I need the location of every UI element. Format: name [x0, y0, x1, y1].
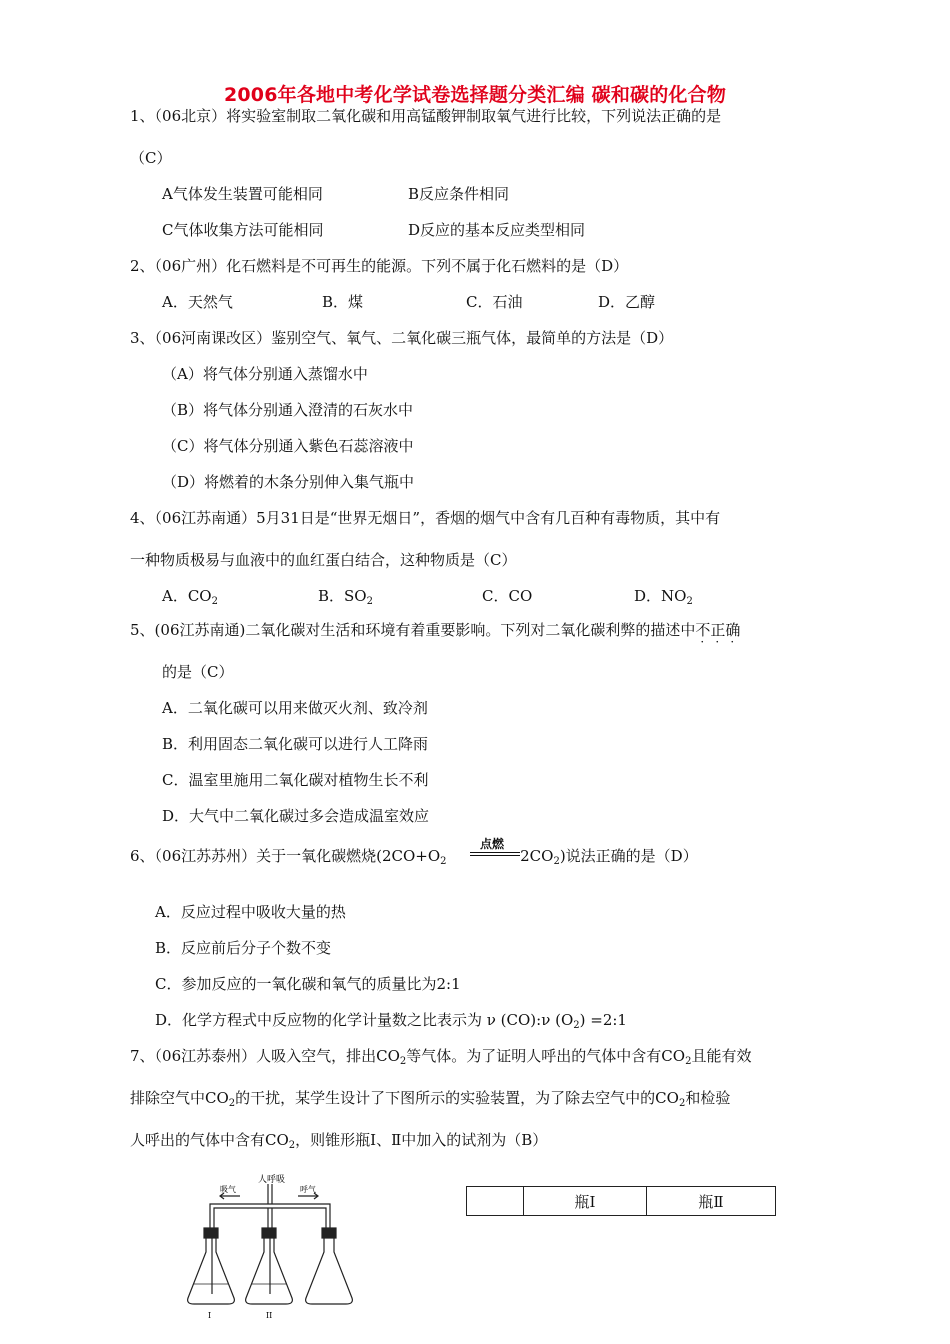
q3-stem: 3、（06河南课改区）鉴别空气、氧气、二氧化碳三瓶气体，最简单的方法是（D） — [130, 329, 674, 347]
label-exhale: 呼气 — [300, 1185, 316, 1194]
emphasis-dot: · — [700, 635, 705, 649]
q7-l2-mid: 的干扰，某学生设计了下图所示的实验装置，为了除去空气中的CO — [235, 1089, 679, 1107]
flask-apparatus-diagram — [180, 1170, 380, 1330]
q7-line-2 — [130, 1088, 730, 1108]
q5-option-a: A．二氧化碳可以用来做灭火剂、致冷剂 — [162, 699, 428, 717]
subscript: 2 — [440, 856, 447, 867]
q5-stem-text: 5、(06江苏南通)二氧化碳对生活和环境有着重要影响。下列对二氧化碳利弊的描述中 — [130, 621, 696, 639]
q6-option-d — [155, 1010, 627, 1030]
q6-option-c: C．参加反应的一氧化碳和氧气的质量比为2:1 — [155, 975, 461, 993]
reaction-condition — [470, 835, 520, 865]
q4-option-a — [162, 586, 218, 606]
label-inhale: 吸气 — [220, 1185, 236, 1194]
q3-option-a: （A）将气体分别通入蒸馏水中 — [162, 365, 368, 383]
q5-stem-continued: 的是（C） — [162, 663, 234, 681]
q4-option-d — [634, 586, 693, 606]
q4-option-c: C．CO — [482, 587, 533, 605]
q2-option-d: D．乙醇 — [598, 293, 656, 311]
q2-option-b: B．煤 — [322, 293, 364, 311]
q7-l3-pre: 人呼出的气体中含有CO — [130, 1131, 289, 1149]
q1-stem: 1、（06北京）将实验室制取二氧化碳和用高锰酸钾制取氧气进行比较，下列说法正确的是 — [130, 107, 722, 125]
q4-option-b-text: B．SO — [318, 587, 367, 605]
q1-option-d: D反应的基本反应类型相同 — [408, 221, 586, 239]
equals-line-bottom — [470, 855, 520, 856]
q5-option-c: C．温室里施用二氧化碳对植物生长不利 — [162, 771, 429, 789]
label-breath: 人呼吸 — [258, 1175, 286, 1185]
reagent-table — [466, 1186, 776, 1216]
emphasis-dot: · — [715, 635, 720, 649]
q4-stem-continued: 一种物质极易与血液中的血红蛋白结合，这种物质是（C） — [130, 551, 517, 569]
q6-stem-post: )说法正确的是（D） — [559, 847, 698, 865]
subscript: 2 — [685, 1056, 692, 1067]
subscript: 2 — [399, 1056, 407, 1067]
q1-option-b: B反应条件相同 — [408, 185, 510, 203]
table-header-cell: 瓶Ⅱ — [647, 1187, 776, 1216]
q4-option-a-text: A．CO — [162, 587, 212, 605]
q7-l3-post: ，则锥形瓶Ⅰ、Ⅱ中加入的试剂为（B） — [295, 1131, 548, 1149]
page-title: 2006年各地中考化学试卷选择题分类汇编 碳和碳的化合物 — [223, 84, 727, 106]
q6-stem-pre: 6、（06江苏苏州）关于一氧化碳燃烧(2CO+O — [130, 847, 441, 865]
q6-stem-mid: 2CO — [520, 847, 554, 865]
q7-l1-post: 且能有效 — [691, 1047, 752, 1065]
q4-stem: 4、（06江苏南通）5月31日是“世界无烟日”，香烟的烟气中含有几百种有毒物质，其中有 — [130, 509, 721, 527]
subscript: 2 — [228, 1098, 236, 1109]
q3-option-c: （C）将气体分别通入紫色石蕊溶液中 — [162, 437, 414, 455]
q3-option-b: （B）将气体分别通入澄清的石灰水中 — [162, 401, 414, 419]
subscript: 2 — [366, 596, 373, 607]
subscript: 2 — [211, 596, 218, 607]
emphasis-dot: · — [730, 635, 735, 649]
q5-emphasis-text: 不正确 — [695, 621, 741, 639]
q6-option-d-post: ) =2:1 — [579, 1011, 627, 1029]
q4-option-b — [318, 586, 373, 606]
q7-line-1 — [130, 1046, 751, 1066]
q3-option-d: （D）将燃着的木条分别伸入集气瓶中 — [162, 473, 415, 491]
q6-option-b: B．反应前后分子个数不变 — [155, 939, 332, 957]
q1-option-a: A气体发生装置可能相同 — [162, 185, 323, 203]
table-row — [467, 1187, 776, 1216]
table-header-cell — [467, 1187, 524, 1216]
equals-line-top — [470, 852, 520, 853]
q6-stem — [130, 846, 698, 866]
q2-option-a: A．天然气 — [162, 293, 233, 311]
q4-option-d-text: D．NO — [634, 587, 687, 605]
q7-l1-mid: 等气体。为了证明人呼出的气体中含有CO — [406, 1047, 686, 1065]
flask-label-1: I — [208, 1311, 212, 1320]
q7-l2-pre: 排除空气中CO — [130, 1089, 229, 1107]
q5-option-b: B．利用固态二氧化碳可以进行人工降雨 — [162, 735, 429, 753]
q1-option-c: C气体收集方法可能相同 — [162, 221, 324, 239]
q7-l1-pre: 7、（06江苏泰州）人吸入空气，排出CO — [130, 1047, 400, 1065]
q5-stem — [130, 620, 741, 649]
q5-option-d: D．大气中二氧化碳过多会造成温室效应 — [162, 807, 430, 825]
q7-l2-post: 和检验 — [685, 1089, 731, 1107]
subscript: 2 — [553, 856, 560, 867]
condition-label: 点燃 — [480, 837, 505, 851]
q1-answer: （C） — [130, 149, 172, 167]
subscript: 2 — [678, 1098, 686, 1109]
q6-option-a: A．反应过程中吸收大量的热 — [155, 903, 346, 921]
subscript: 2 — [288, 1140, 296, 1151]
q5-emphasis — [695, 621, 741, 649]
q7-line-3 — [130, 1130, 547, 1150]
subscript: 2 — [686, 596, 693, 607]
flask-label-2: II — [266, 1311, 273, 1320]
q2-stem: 2、（06广州）化石燃料是不可再生的能源。下列不属于化石燃料的是（D） — [130, 257, 629, 275]
q6-option-d-pre: D．化学方程式中反应物的化学计量数之比表示为 ν (CO):ν (O — [155, 1011, 574, 1029]
subscript: 2 — [573, 1020, 580, 1031]
table-header-cell: 瓶Ⅰ — [524, 1187, 647, 1216]
q2-option-c: C．石油 — [466, 293, 523, 311]
